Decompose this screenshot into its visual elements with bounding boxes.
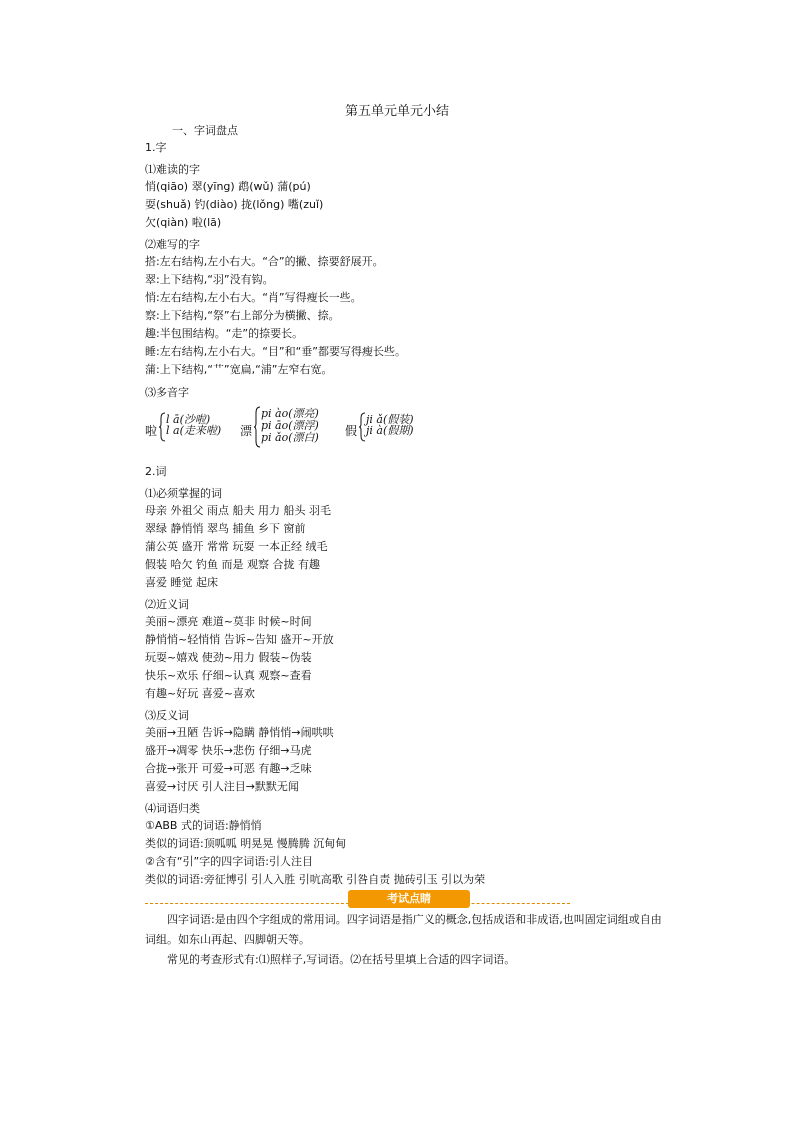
hard-to-write-row: 睡:左右结构,左小右大。“目”和“垂”都要写得瘦长些。: [145, 345, 406, 358]
classification-row: ②含有“引”字的四字词语:引人注目: [145, 855, 313, 868]
synonyms-row: 有趣~好玩 喜爱~喜欢: [145, 687, 255, 700]
antonyms-row: 盛开→凋零 快乐→悲伤 仔细→马虎: [145, 744, 312, 757]
antonyms-row: 喜爱→讨厌 引人注目→默默无闻: [145, 780, 299, 793]
hard-to-write-row: 察:上下结构,“祭”右上部分为横撇、捺。: [145, 309, 340, 322]
must-master-row: 翠绿 静悄悄 翠鸟 捕鱼 乡下 窗前: [145, 522, 306, 535]
section-heading: 一、字词盘点: [172, 124, 238, 137]
antonyms-heading: ⑶反义词: [145, 709, 189, 722]
classification-row: ①ABB 式的词语:静悄悄: [145, 819, 262, 832]
hard-to-write-row: 搭:左右结构,左小右大。“合”的撇、捺要舒展开。: [145, 255, 384, 268]
synonyms-row: 快乐~欢乐 仔细~认真 观察~查看: [145, 669, 312, 682]
polyphone-readings: [166, 414, 221, 436]
brace-icon: [253, 406, 261, 448]
polyphone-reading: ji à(假期): [366, 424, 414, 437]
polyphone-reading: pi ǎo(漂白): [261, 431, 319, 444]
hard-to-write-row: 悄:左右结构,左小右大。“肖”写得瘦长一些。: [145, 291, 362, 304]
polyphone-reading: l a(走来啦): [166, 424, 222, 437]
synonyms-heading: ⑵近义词: [145, 598, 189, 611]
polyphone-char: 假: [345, 424, 358, 438]
synonyms-row: 玩耍~嬉戏 使劲~用力 假装~伪装: [145, 651, 312, 664]
hard-to-read-row: 欠(qiàn) 啦(lā): [145, 216, 222, 229]
hard-to-read-row: 悄(qiāo) 翠(yīng) 鹉(wǔ) 蒲(pú): [145, 180, 311, 193]
must-master-row: 蒲公英 盛开 常常 玩耍 一本正经 绒毛: [145, 540, 328, 553]
classification-row: 类似的词语:顶呱呱 明晃晃 慢腾腾 沉甸甸: [145, 837, 347, 850]
subsection-heading-zi: 1.字: [145, 141, 167, 154]
polyphone-heading: ⑶多音字: [145, 386, 189, 399]
classification-heading: ⑷词语归类: [145, 802, 200, 815]
must-master-heading: ⑴必须掌握的词: [145, 487, 222, 500]
must-master-row: 喜爱 睡觉 起床: [145, 576, 218, 589]
polyphone-char: 啦: [145, 424, 158, 438]
hard-to-write-row: 翠:上下结构,“羽”没有钩。: [145, 273, 274, 286]
polyphone-char: 漂: [240, 424, 253, 438]
hard-to-read-heading: ⑴难读的字: [145, 163, 200, 176]
must-master-row: 假装 哈欠 钓鱼 而是 观察 合拢 有趣: [145, 558, 320, 571]
antonyms-row: 合拢→张开 可爱→可恶 有趣→乏味: [145, 762, 312, 775]
hard-to-write-heading: ⑵难写的字: [145, 238, 200, 251]
antonyms-row: 美丽→丑陋 告诉→隐瞒 静悄悄→闹哄哄: [145, 726, 334, 739]
classification-row: 类似的词语:旁征博引 引人入胜 引吭高歌 引咎自责 抛砖引玉 引以为荣: [145, 873, 486, 886]
synonyms-row: 静悄悄~轻悄悄 告诉~告知 盛开~开放: [145, 633, 334, 646]
hard-to-write-row: 蒲:上下结构,“艹”宽扁,“浦”左窄右宽。: [145, 363, 333, 376]
must-master-row: 母亲 外祖父 雨点 船夫 用力 船头 羽毛: [145, 504, 331, 517]
brace-icon: [358, 412, 366, 442]
polyphone-reading: ji ǎ(假装): [366, 413, 414, 426]
polyphone-readings: [261, 408, 319, 444]
subsection-heading-ci: 2.词: [145, 465, 167, 478]
synonyms-row: 美丽~漂亮 难道~莫非 时候~时间: [145, 615, 312, 628]
exam-tips-paragraph: 常见的考查形式有:⑴照样子,写词语。⑵在括号里填上合适的四字词语。: [167, 953, 516, 966]
page-title: 第五单元单元小结: [344, 104, 449, 119]
exam-tips-paragraph: 四字词语:是由四个字组成的常用词。四字词语是指广义的概念,包括成语和非成语,也叫固定词组或自由词组。如东山再起、四脚朝天等。: [145, 913, 662, 946]
polyphone-reading: pi āo(漂浮): [261, 419, 319, 432]
hard-to-read-row: 耍(shuǎ) 钓(diào) 拢(lǒng) 嘴(zuǐ): [145, 198, 324, 211]
polyphone-reading: pi ào(漂亮): [261, 407, 319, 420]
polyphone-readings: [366, 414, 414, 436]
hard-to-write-row: 趣:半包围结构。“走”的捺要长。: [145, 327, 304, 340]
brace-icon: [158, 412, 166, 442]
polyphone-reading: l ā(沙啦): [166, 413, 211, 426]
exam-tips-banner: 考试点睛: [348, 890, 470, 908]
